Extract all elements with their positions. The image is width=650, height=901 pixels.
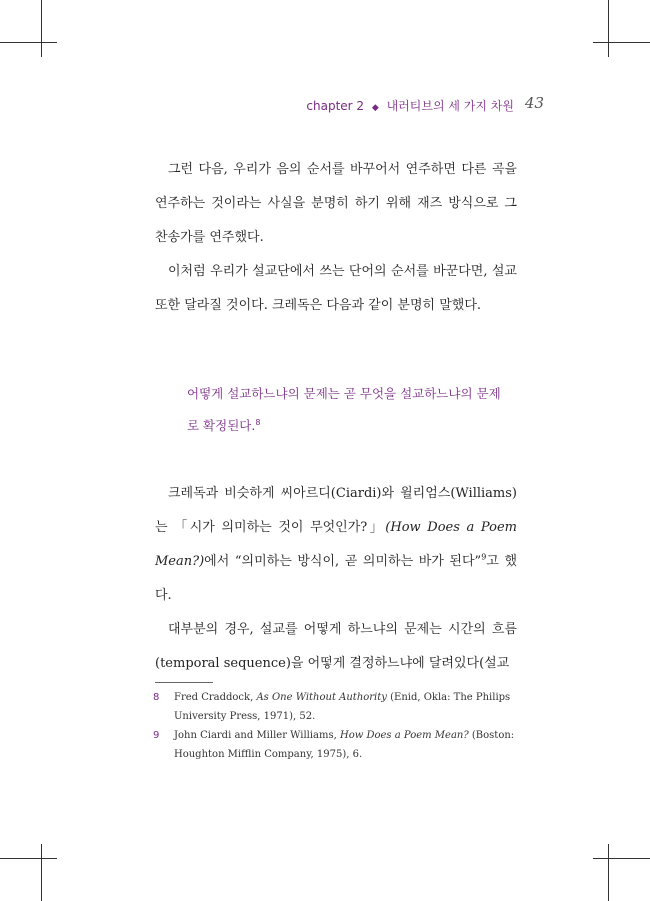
footnote-ref: 8 — [255, 417, 261, 427]
text-run: John Ciardi and Miller Williams, — [174, 730, 340, 741]
quote-text: 어떻게 설교하느냐의 문제는 곧 무엇을 설교하느냐의 문제로 확정된다. — [187, 386, 501, 433]
footnote-number: 8 — [153, 692, 160, 703]
paragraph — [155, 477, 517, 613]
footnotes — [153, 688, 523, 764]
footnote-text — [174, 726, 523, 764]
text-run: 고 했다. — [155, 554, 518, 603]
paragraph: 그런 다음, 우리가 음의 순서를 바꾸어서 연주하면 다른 곡을 연주하는 것이라는 사실을 분명히 하기 위해 재즈 방식으로 그 찬송가를 연주했다. — [155, 162, 517, 245]
footnote-text — [174, 688, 523, 726]
text-run: (Boston: Houghton Mifflin Company, 1975), 6. — [174, 730, 515, 760]
text-run: 에서 “의미하는 방식이, 곧 의미하는 바가 된다” — [204, 554, 482, 569]
footnote-ref: 9 — [481, 552, 487, 562]
paragraph: 이처럼 우리가 설교단에서 쓰는 단어의 순서를 바꾼다면, 설교 또한 달라질 것이다. 크레독은 다음과 같이 분명히 말했다. — [155, 264, 517, 313]
book-title: (How Does a Poem Mean?) — [155, 520, 517, 569]
diamond-icon: ◆ — [371, 103, 379, 113]
block-quote — [187, 378, 507, 442]
footnote — [153, 726, 523, 764]
footnote-divider — [155, 682, 213, 683]
body-text-upper — [155, 153, 517, 323]
footnote-number: 9 — [153, 730, 160, 741]
book-title: As One Without Authority — [256, 692, 387, 703]
text-run: Fred Craddock, — [174, 692, 257, 703]
book-title: How Does a Poem Mean? — [339, 730, 469, 741]
paragraph: 대부분의 경우, 설교를 어떻게 하느냐의 문제는 시간의 흐름(temporal sequence)을 어떻게 결정하느냐에 달려있다(설교 — [155, 622, 517, 671]
running-header — [306, 94, 544, 114]
body-text-lower — [155, 477, 517, 681]
footnote — [153, 688, 523, 726]
text-run: (Enid, Okla: The Philips University Press, 1971), 52. — [174, 692, 511, 722]
chapter-title: 내러티브의 세 가지 차원 — [386, 99, 514, 113]
text-run: 크레독과 비슷하게 씨아르디(Ciardi)와 윌리엄스(Williams)는 「시가 의미하는 것이 무엇인가?」 — [155, 486, 517, 535]
chapter-label: chapter 2 — [306, 99, 365, 113]
page-number: 43 — [524, 94, 544, 112]
